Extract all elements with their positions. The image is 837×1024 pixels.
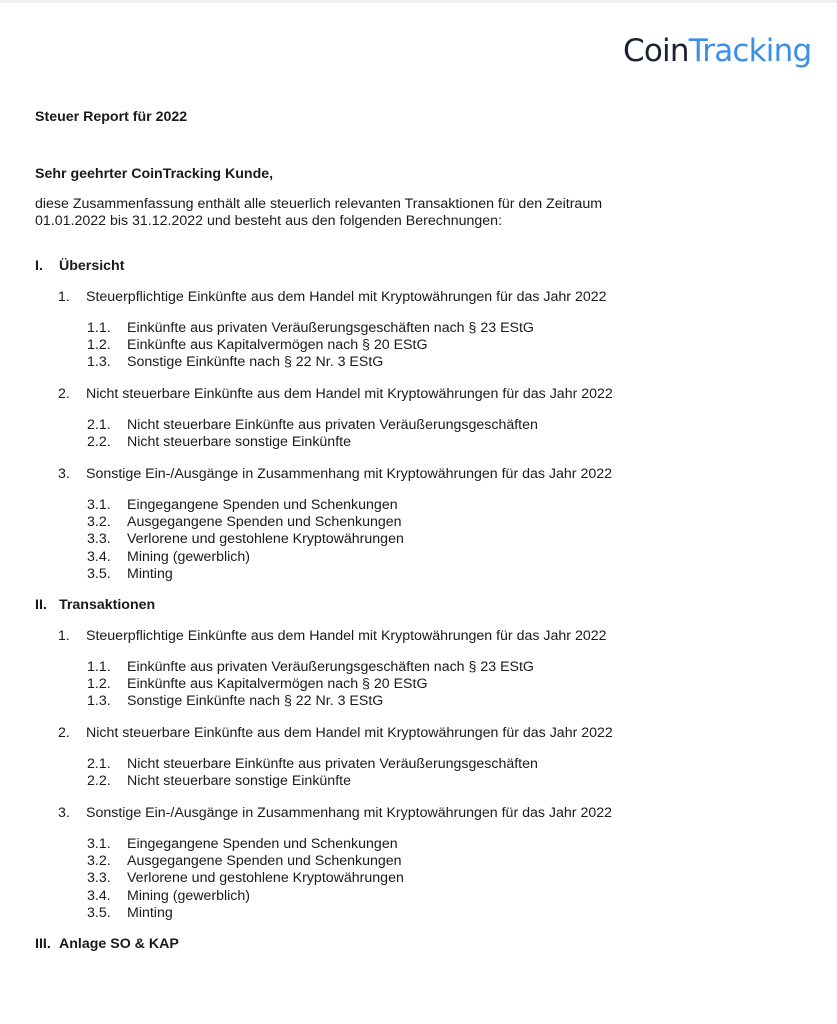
item-title: Steuerpflichtige Einkünfte aus dem Handel mit Kryptowährungen für das Jahr 2022 — [86, 628, 607, 644]
logo-part-coin: Coin — [623, 33, 689, 69]
subitem-title: Nicht steuerbare Einkünfte aus privaten Veräußerungsgeschäften — [127, 417, 538, 433]
subitem-number: 3.3. — [87, 870, 111, 887]
subitem-title: Einkünfte aus Kapitalvermögen nach § 20 EStG — [127, 676, 428, 693]
subitem-number: 1.3. — [87, 693, 111, 710]
item-title: Steuerpflichtige Einkünfte aus dem Handel mit Kryptowährungen für das Jahr 2022 — [86, 289, 607, 305]
item-title: Sonstige Ein-/Ausgänge in Zusammenhang mit Kryptowährungen für das Jahr 2022 — [86, 805, 613, 821]
item-number: 2. — [58, 386, 70, 402]
subitem-title: Einkünfte aus Kapitalvermögen nach § 20 EStG — [127, 337, 428, 354]
subitem-title: Ausgegangene Spenden und Schenkungen — [127, 853, 402, 870]
section-title: Übersicht — [59, 258, 125, 274]
subitem-number: 1.2. — [87, 337, 111, 354]
subitem-title: Nicht steuerbare sonstige Einkünfte — [127, 434, 351, 451]
page-top-edge — [0, 0, 837, 3]
item-number: 3. — [58, 805, 70, 821]
subitem-number: 3.3. — [87, 531, 111, 548]
item-title: Nicht steuerbare Einkünfte aus dem Handel mit Kryptowährungen für das Jahr 2022 — [86, 725, 613, 741]
subitem-title: Eingegangene Spenden und Schenkungen — [127, 497, 398, 513]
subitem-title: Minting — [127, 565, 173, 582]
subitem-title: Mining (gewerblich) — [127, 887, 251, 904]
subitem-number: 3.4. — [87, 548, 111, 565]
section-number: III. — [35, 936, 51, 952]
section-number: II. — [35, 597, 47, 613]
subitem-number: 2.2. — [87, 773, 111, 790]
subitem-number: 2.2. — [87, 434, 111, 451]
subitem-number: 3.5. — [87, 565, 111, 582]
subitem-title: Eingegangene Spenden und Schenkungen — [127, 836, 398, 852]
subitem-number: 3.2. — [87, 853, 111, 870]
subitem-number: 3.2. — [87, 514, 111, 531]
section-title: Anlage SO & KAP — [59, 936, 179, 952]
subitem-number: 3.1. — [87, 497, 111, 513]
report-title: Steuer Report für 2022 — [35, 109, 188, 125]
subitem-title: Sonstige Einkünfte nach § 22 Nr. 3 EStG — [127, 693, 384, 710]
cointracking-logo — [623, 31, 811, 71]
subitem-title: Mining (gewerblich) — [127, 548, 251, 565]
intro-line-1: diese Zusammenfassung enthält alle steuerlich relevanten Transaktionen für den Zeitraum — [35, 196, 603, 212]
greeting: Sehr geehrter CoinTracking Kunde, — [35, 166, 274, 182]
subitem-number: 3.5. — [87, 904, 111, 921]
subitem-number: 1.2. — [87, 676, 111, 693]
item-title: Nicht steuerbare Einkünfte aus dem Handel mit Kryptowährungen für das Jahr 2022 — [86, 386, 613, 402]
section-number: I. — [35, 258, 43, 274]
subitem-title: Nicht steuerbare Einkünfte aus privaten Veräußerungsgeschäften — [127, 756, 538, 772]
subitem-number: 3.1. — [87, 836, 111, 852]
item-title: Sonstige Ein-/Ausgänge in Zusammenhang mit Kryptowährungen für das Jahr 2022 — [86, 466, 613, 482]
subitem-number: 2.1. — [87, 756, 111, 772]
subitem-number: 1.1. — [87, 320, 111, 336]
logo-part-tracking: Tracking — [688, 33, 812, 69]
intro-line-2: 01.01.2022 bis 31.12.2022 und besteht aus den folgenden Berechnungen: — [35, 213, 503, 229]
section-title: Transaktionen — [59, 597, 156, 613]
item-number: 1. — [58, 289, 70, 305]
subitem-number: 1.1. — [87, 659, 111, 675]
subitem-title: Sonstige Einkünfte nach § 22 Nr. 3 EStG — [127, 354, 384, 371]
subitem-title: Nicht steuerbare sonstige Einkünfte — [127, 773, 351, 790]
subitem-title: Einkünfte aus privaten Veräußerungsgeschäften nach § 23 EStG — [127, 659, 534, 675]
item-number: 1. — [58, 628, 70, 644]
item-number: 2. — [58, 725, 70, 741]
subitem-number: 3.4. — [87, 887, 111, 904]
item-number: 3. — [58, 466, 70, 482]
subitem-title: Verlorene und gestohlene Kryptowährungen — [127, 531, 404, 548]
subitem-number: 1.3. — [87, 354, 111, 371]
subitem-title: Ausgegangene Spenden und Schenkungen — [127, 514, 402, 531]
subitem-title: Minting — [127, 904, 173, 921]
subitem-title: Verlorene und gestohlene Kryptowährungen — [127, 870, 404, 887]
subitem-title: Einkünfte aus privaten Veräußerungsgeschäften nach § 23 EStG — [127, 320, 534, 336]
subitem-number: 2.1. — [87, 417, 111, 433]
